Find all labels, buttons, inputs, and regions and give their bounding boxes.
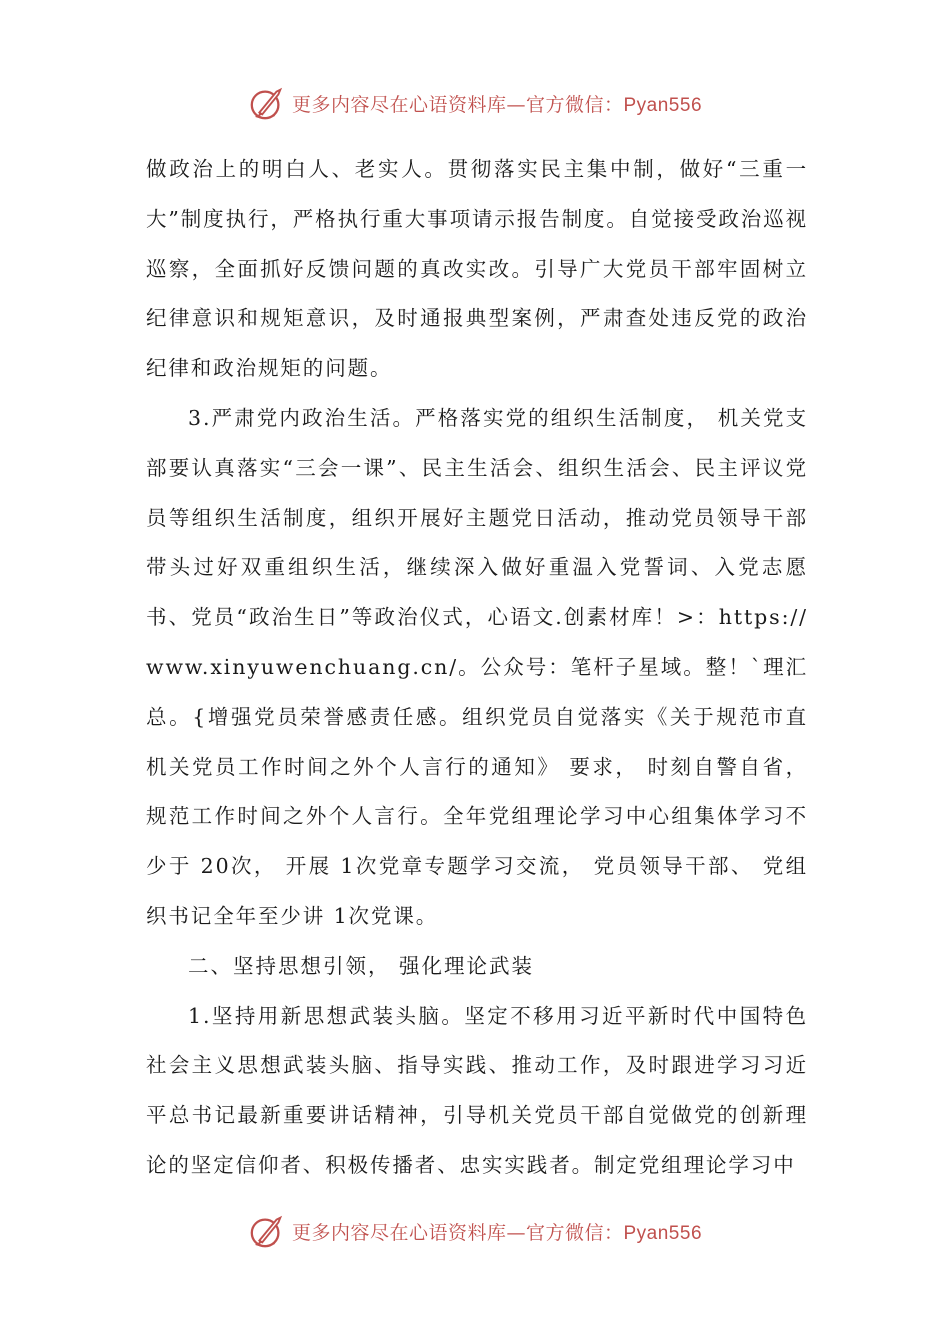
banner-text	[292, 90, 702, 117]
quill-pen-logo-icon	[248, 84, 286, 122]
banner-text	[292, 1218, 702, 1245]
banner-wechat-id: Pyan556	[623, 1222, 703, 1244]
paragraph-item-3: 3.严肃党内政治生活。严格落实党的组织生活制度， 机关党支部要认真落实“三会一课”、民主生活会、组织生活会、民主评议党员等组织生活制度，组织开展好主题党日活动，推动党员领导干部带头过好双重组织生活，继续深入做好重温入党誓词、入党志愿书、党员“政治生日”等政治仪式，心语文.创素材库！>：https://www.xinyuwenchuang.cn/。公众号：笔杆子星域。整！`理汇总。{增强党员荣誉感责任感。组织党员自觉落实《关于规范市直机关党员工作时间之外个人言行的通知》 要求， 时刻自警自省，规范工作时间之外个人言行。全年党组理论学习中心组集体学习不少于 20次， 开展 1次党章专题学习交流， 党员领导干部、 党组织书记全年至少讲 1次党课。	[146, 405, 808, 928]
paragraph-continuation: 做政治上的明白人、老实人。贯彻落实民主集中制，做好“三重一大”制度执行，严格执行重大事项请示报告制度。自觉接受政治巡视巡察，全面抓好反馈问题的真改实改。引导广大党员干部牢固树立纪律意识和规矩意识，及时通报典型案例，严肃查处违反党的政治纪律和政治规矩的问题。	[146, 157, 808, 381]
banner-label: 更多内容尽在心语资料库—官方微信：	[291, 1221, 624, 1244]
quill-pen-logo-icon	[248, 1212, 286, 1250]
section-heading: 二、坚持思想引领， 强化理论武装	[188, 953, 535, 978]
header-banner	[0, 78, 950, 128]
document-body	[146, 145, 808, 1191]
footer-banner	[0, 1206, 950, 1256]
paragraph-item-1: 1.坚持用新思想武装头脑。坚定不移用习近平新时代中国特色社会主义思想武装头脑、指导实践、推动工作，及时跟进学习习近平总书记最新重要讲话精神，引导机关党员干部自觉做党的创新理论的坚定信仰者、积极传播者、忠实实践者。制定党组理论学习中	[146, 1003, 808, 1177]
banner-wechat-id: Pyan556	[623, 94, 703, 116]
banner-label: 更多内容尽在心语资料库—官方微信：	[291, 93, 624, 116]
